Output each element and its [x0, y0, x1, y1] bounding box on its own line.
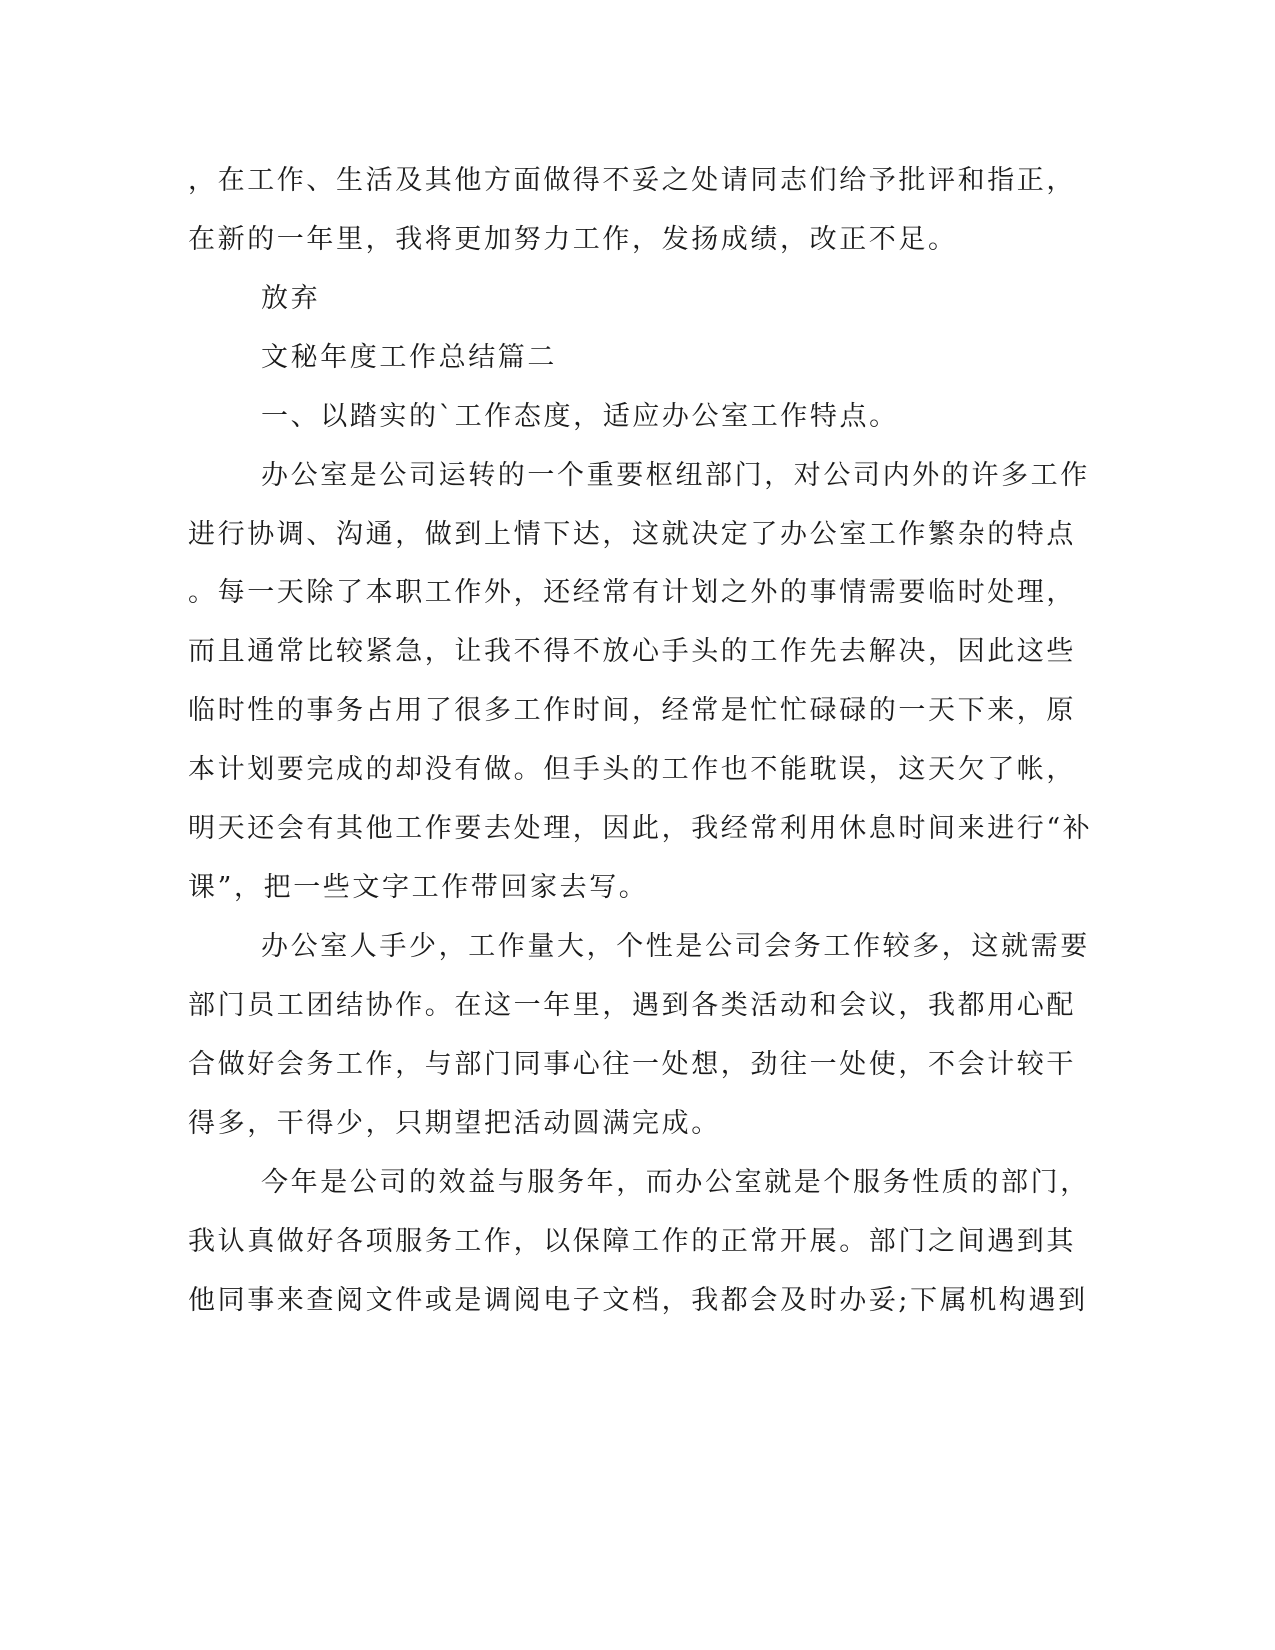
- text-line: 临时性的事务占用了很多工作时间，经常是忙忙碌碌的一天下来，原: [188, 695, 1076, 726]
- text-line: 明天还会有其他工作要去处理，因此，我经常利用休息时间来进行“补: [188, 813, 1093, 844]
- text-line: 办公室是公司运转的一个重要枢纽部门，对公司内外的许多工作: [261, 460, 1090, 491]
- text-line: 进行协调、沟通，做到上情下达，这就决定了办公室工作繁杂的特点: [188, 519, 1076, 550]
- text-line: 今年是公司的效益与服务年，而办公室就是个服务性质的部门，: [261, 1167, 1090, 1198]
- text-line: 而且通常比较紧急，让我不得不放心手头的工作先去解决，因此这些: [188, 636, 1076, 667]
- subsection-heading: 一、以踏实的`工作态度，适应办公室工作特点。: [261, 401, 899, 432]
- text-line: 我认真做好各项服务工作，以保障工作的正常开展。部门之间遇到其: [188, 1226, 1076, 1257]
- text-line: 办公室人手少，工作量大，个性是公司会务工作较多，这就需要: [261, 931, 1090, 962]
- text-line: 他同事来查阅文件或是调阅电子文档，我都会及时办妥;下属机构遇到: [188, 1285, 1088, 1316]
- text-line: 。每一天除了本职工作外，还经常有计划之外的事情需要临时处理，: [188, 577, 1076, 608]
- text-line: 本计划要完成的却没有做。但手头的工作也不能耽误，这天欠了帐，: [188, 754, 1076, 785]
- text-line: ，在工作、生活及其他方面做得不妥之处请同志们给予批评和指正，: [188, 165, 1076, 196]
- text-line: 合做好会务工作，与部门同事心往一处想，劲往一处使，不会计较干: [188, 1049, 1076, 1080]
- text-line: 放弃: [261, 283, 321, 314]
- text-line: 在新的一年里，我将更加努力工作，发扬成绩，改正不足。: [188, 224, 958, 255]
- text-line: 课”，把一些文字工作带回家去写。: [188, 872, 649, 903]
- section-heading: 文秘年度工作总结篇二: [261, 342, 557, 373]
- text-line: 部门员工团结协作。在这一年里，遇到各类活动和会议，我都用心配: [188, 990, 1076, 1021]
- text-line: 得多，干得少，只期望把活动圆满完成。: [188, 1108, 721, 1139]
